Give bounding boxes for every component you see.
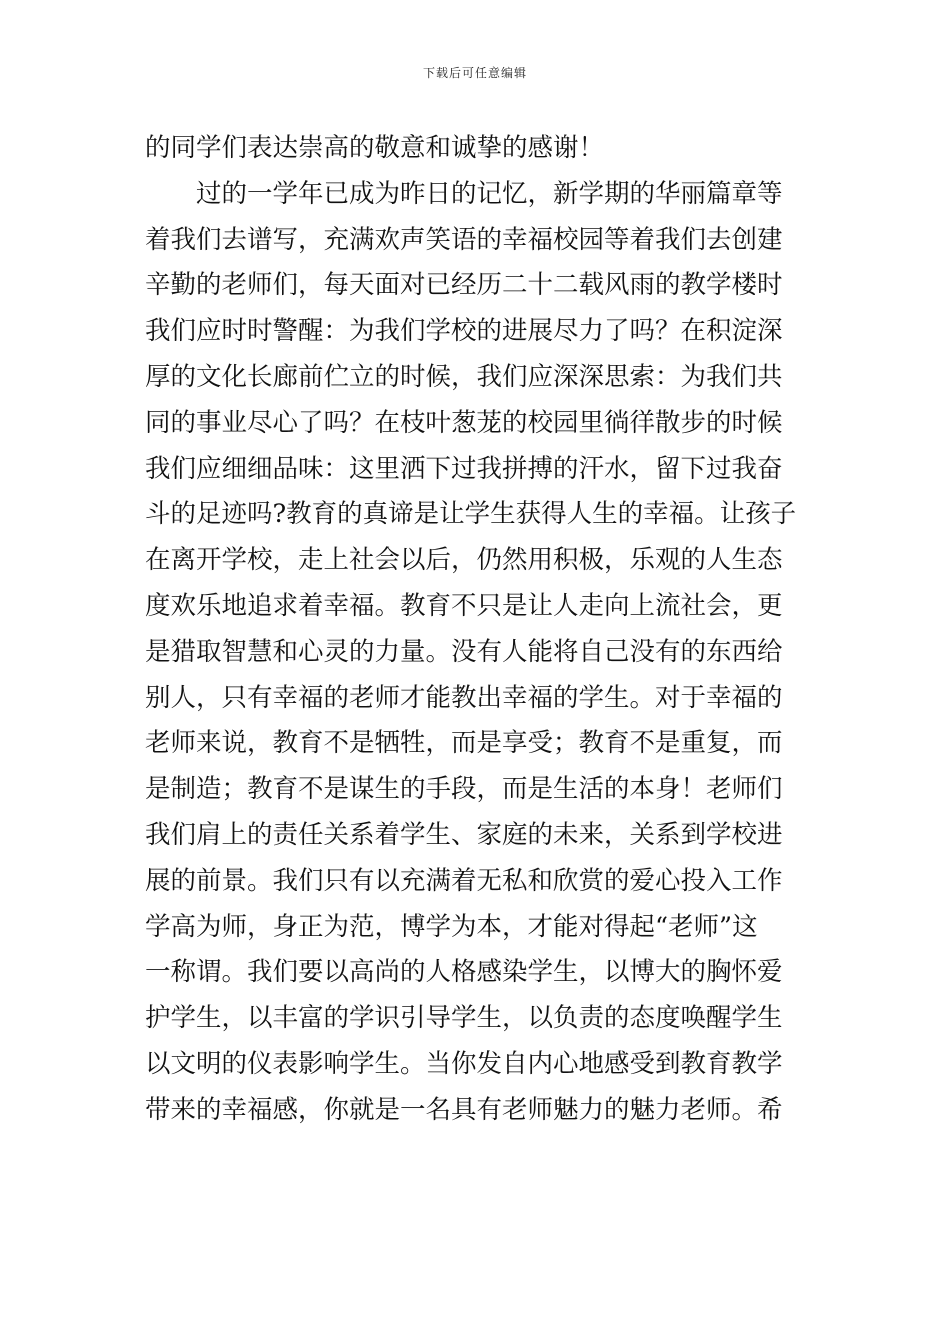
text-line: 斗的足迹吗?教育的真谛是让学生获得人生的幸福。让孩子 (145, 499, 797, 530)
text-line: 辛勤的老师们，每天面对已经历二十二载风雨的教学楼时 (145, 270, 783, 301)
page-header: 下载后可任意编辑 (422, 66, 527, 80)
text-line: 我们应时时警醒：为我们学校的进展尽力了吗？在积淀深 (145, 316, 783, 347)
text-line: 同的事业尽心了吗？在枝叶葱茏的校园里徜徉散步的时候 (145, 407, 783, 438)
text-line: 展的前景。我们只有以充满着无私和欣赏的爱心投入工作 (145, 865, 783, 896)
text-line: 以文明的仪表影响学生。当你发自内心地感受到教育教学 (145, 1048, 783, 1079)
text-line: 老师来说，教育不是牺牲，而是享受；教育不是重复，而 (145, 728, 783, 759)
text-line: 一称谓。我们要以高尚的人格感染学生，以博大的胸怀爱 (145, 957, 783, 988)
text-line: 是猎取智慧和心灵的力量。没有人能将自己没有的东西给 (145, 636, 783, 667)
paragraph-first-line: 过的一学年已成为昨日的记忆，新学期的华丽篇章等 (196, 178, 783, 209)
text-line: 我们肩上的责任关系着学生、家庭的未来，关系到学校进 (145, 819, 783, 850)
text-line: 我们应细细品味：这里洒下过我拼搏的汗水，留下过我奋 (145, 453, 783, 484)
text-line: 厚的文化长廊前伫立的时候，我们应深深思索：为我们共 (145, 361, 783, 392)
text-line: 护学生，以丰富的学识引导学生，以负责的态度唤醒学生 (145, 1003, 783, 1034)
text-line: 带来的幸福感，你就是一名具有老师魅力的魅力老师。希 (145, 1094, 783, 1125)
text-line: 度欢乐地追求着幸福。教育不只是让人走向上流社会，更 (145, 590, 783, 621)
text-line: 别人，只有幸福的老师才能教出幸福的学生。对于幸福的 (145, 682, 783, 713)
text-line: 学高为师，身正为范，博学为本，才能对得起“老师”这 (145, 911, 758, 942)
text-line: 是制造；教育不是谋生的手段，而是生活的本身！老师们 (145, 774, 783, 805)
body-text (145, 126, 815, 1134)
text-line: 着我们去谱写，充满欢声笑语的幸福校园等着我们去创建 (145, 224, 783, 255)
text-line: 的同学们表达崇高的敬意和诚挚的感谢！ (145, 133, 605, 163)
text-line: 在离开学校，走上社会以后，仍然用积极，乐观的人生态 (145, 545, 783, 576)
